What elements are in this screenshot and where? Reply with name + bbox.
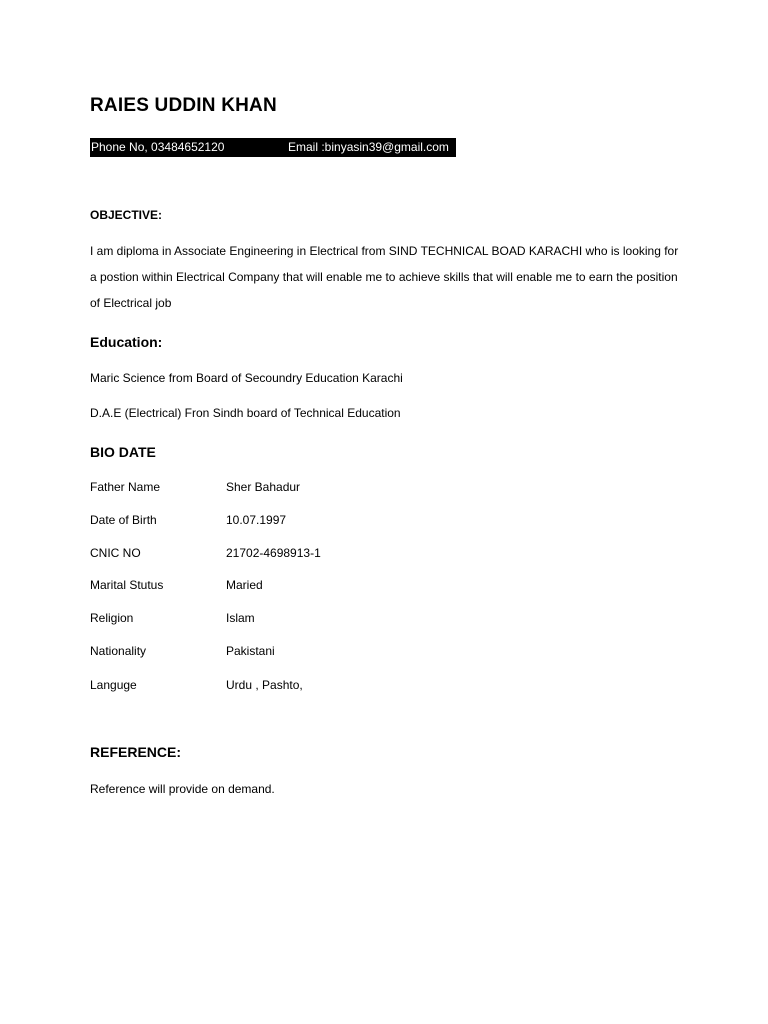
contact-bar — [90, 138, 456, 157]
bio-row-language — [90, 678, 490, 696]
bio-value: Maried — [226, 578, 263, 592]
reference-text: Reference will provide on demand. — [90, 782, 275, 796]
bio-row-religion — [90, 611, 490, 629]
bio-value: 10.07.1997 — [226, 513, 287, 527]
bio-label: Nationality — [90, 644, 147, 658]
bio-heading: BIO DATE — [90, 444, 156, 460]
bio-value: Sher Bahadur — [226, 480, 301, 494]
email-address: Email :binyasin39@gmail.com — [288, 140, 449, 154]
bio-label: Father Name — [90, 480, 161, 494]
bio-label: CNIC NO — [90, 546, 141, 560]
bio-row-marital-status — [90, 578, 490, 596]
bio-label: Date of Birth — [90, 513, 157, 527]
bio-label: Religion — [90, 611, 134, 625]
objective-text: I am diploma in Associate Engineering in Electrical from SIND TECHNICAL BOAD KARACHI who is looking for a postion within Electrical Company that will enable me to achieve skills that will enable me to earn the position of Electrical job — [90, 244, 679, 310]
bio-value: 21702-4698913-1 — [226, 546, 321, 560]
bio-row-father-name — [90, 480, 490, 498]
bio-label: Marital Stutus — [90, 578, 164, 592]
bio-value: Islam — [226, 611, 255, 625]
education-heading: Education: — [90, 334, 163, 350]
bio-row-cnic — [90, 546, 490, 564]
bio-value: Urdu , Pashto, — [226, 678, 303, 692]
education-item: D.A.E (Electrical) Fron Sindh board of Technical Education — [90, 406, 401, 420]
bio-row-date-of-birth — [90, 513, 490, 531]
reference-heading: REFERENCE: — [90, 744, 182, 760]
bio-row-nationality — [90, 644, 490, 662]
objective-heading: OBJECTIVE: — [90, 208, 163, 222]
education-item: Maric Science from Board of Secoundry Education Karachi — [90, 371, 403, 385]
phone-number: Phone No, 03484652120 — [91, 140, 225, 154]
bio-label: Languge — [90, 678, 137, 692]
bio-value: Pakistani — [226, 644, 275, 658]
candidate-name: RAIES UDDIN KHAN — [90, 95, 277, 116]
